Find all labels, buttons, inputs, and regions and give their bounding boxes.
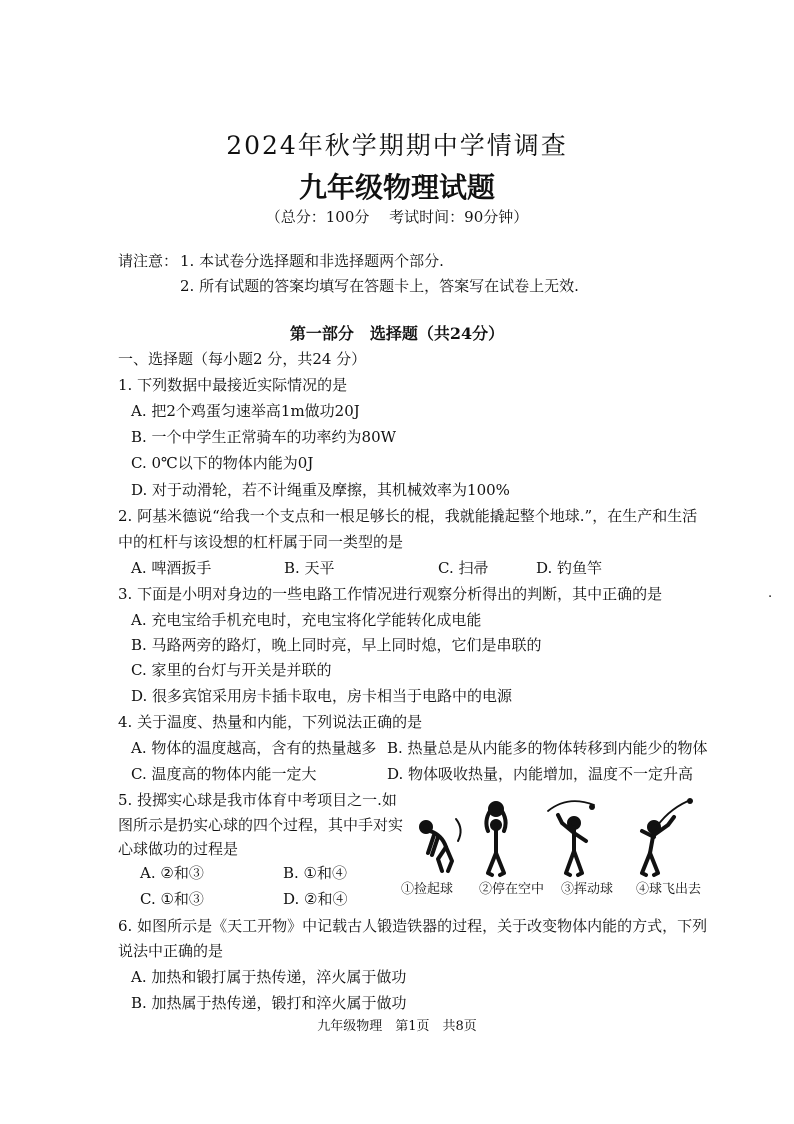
q4-option-a: A. 物体的温度越高，含有的热量越多 <box>131 739 377 757</box>
q2-option-a: A. 啤酒扳手 <box>131 559 212 577</box>
q1-stem: 1. 下列数据中最接近实际情况的是 <box>118 376 348 394</box>
q5-stem-line1: 5. 投掷实心球是我市体育中考项目之一.如 <box>118 791 397 809</box>
q1-option-a: A. 把2个鸡蛋匀速举高1m做功20J <box>131 402 360 420</box>
q2-option-b: B. 天平 <box>284 559 335 577</box>
exam-meta: （总分：100分 考试时间：90分钟） <box>265 208 529 226</box>
stray-mark: . <box>768 586 773 601</box>
notice-label: 请注意： <box>118 252 179 270</box>
notice-item-2: 2. 所有试题的答案均填写在答题卡上，答案写在试卷上无效. <box>180 277 579 295</box>
figure-hold-overhead <box>486 803 505 875</box>
q3-option-a: A. 充电宝给手机充电时，充电宝将化学能转化成电能 <box>131 611 482 629</box>
q3-option-c: C. 家里的台灯与开关是并联的 <box>131 661 332 679</box>
q6-stem-line1: 6. 如图所示是《天工开物》中记载古人锻造铁器的过程，关于改变物体内能的方式，下列 <box>118 917 708 935</box>
figure-pick-up <box>421 819 461 871</box>
exam-title: 2024年秋学期期中学情调查 <box>226 131 568 160</box>
q6-option-a: A. 加热和锻打属于热传递，淬火属于做功 <box>131 968 407 986</box>
q6-stem-line2: 说法中正确的是 <box>118 942 224 960</box>
part1-title: 第一部分 选择题（共24分） <box>289 324 505 343</box>
q2-option-d: D. 钓鱼竿 <box>536 559 603 577</box>
section-heading: 一、选择题（每小题2 分，共24 分） <box>118 350 367 368</box>
figure-caption-1: ①捡起球 <box>401 882 454 897</box>
q4-stem: 4. 关于温度、热量和内能，下列说法正确的是 <box>118 713 423 731</box>
q4-option-d: D. 物体吸收热量，内能增加，温度不一定升高 <box>387 765 694 783</box>
q5-option-a: A. ②和③ <box>140 864 204 882</box>
q5-option-c: C. ①和③ <box>140 890 204 908</box>
figure-caption-4: ④球飞出去 <box>636 882 702 897</box>
q3-option-d: D. 很多宾馆采用房卡插卡取电，房卡相当于电路中的电源 <box>131 687 513 705</box>
q2-option-c: C. 扫帚 <box>438 559 489 577</box>
q5-stem-line3: 心球做功的过程是 <box>118 840 239 858</box>
figure-swing <box>548 801 595 875</box>
q5-stem-line2: 图所示是扔实心球的四个过程，其中手对实 <box>118 816 404 834</box>
q6-option-b: B. 加热属于热传递，锻打和淬火属于做功 <box>131 994 407 1012</box>
q1-option-d: D. 对于动滑轮，若不计绳重及摩擦，其机械效率为100% <box>131 481 510 499</box>
q2-stem-line2: 中的杠杆与该设想的杠杆属于同一类型的是 <box>118 533 404 551</box>
notice-item-1: 1. 本试卷分选择题和非选择题两个部分. <box>180 252 444 270</box>
q3-stem: 3. 下面是小明对身边的一些电路工作情况进行观察分析得出的判断，其中正确的是 <box>118 585 663 603</box>
page-footer: 九年级物理 第1页 共8页 <box>317 1019 477 1034</box>
q4-option-b: B. 热量总是从内能多的物体转移到内能少的物体 <box>387 739 708 757</box>
q1-option-b: B. 一个中学生正常骑车的功率约为80W <box>131 428 397 446</box>
q1-option-c: C. 0℃以下的物体内能为0J <box>131 454 314 472</box>
q5-option-b: B. ①和④ <box>283 864 348 882</box>
q3-option-b: B. 马路两旁的路灯，晚上同时亮，早上同时熄，它们是串联的 <box>131 636 542 654</box>
q5-option-d: D. ②和④ <box>283 890 348 908</box>
exam-subject: 九年级物理试题 <box>298 171 495 204</box>
q2-stem-line1: 2. 阿基米德说“给我一个支点和一根足够长的棍，我就能撬起整个地球.”，在生产和生活 <box>118 507 698 525</box>
figure-release <box>642 798 693 875</box>
figure-caption-2: ②停在空中 <box>479 882 545 897</box>
figure-caption-3: ③挥动球 <box>561 882 614 897</box>
q4-option-c: C. 温度高的物体内能一定大 <box>131 765 317 783</box>
